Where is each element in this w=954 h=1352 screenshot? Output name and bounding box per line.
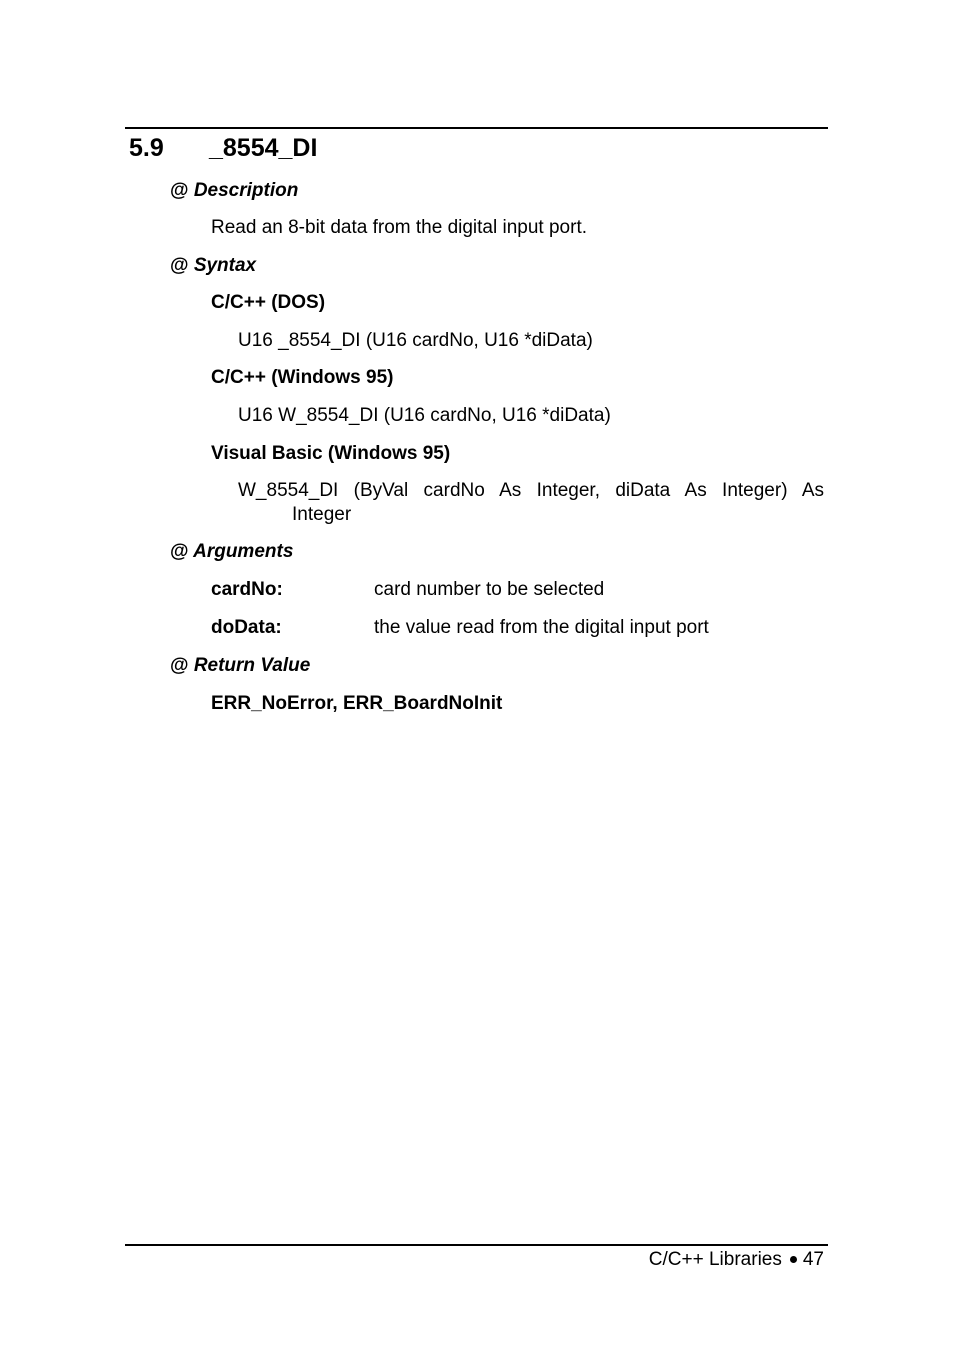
at-sign: @ xyxy=(170,255,189,276)
return-value-text: ERR_NoError, ERR_BoardNoInit xyxy=(211,693,503,714)
arguments-heading xyxy=(170,542,293,561)
at-sign: @ xyxy=(170,541,189,562)
bullet-icon xyxy=(790,1256,797,1263)
syntax-heading xyxy=(170,256,256,275)
at-sign: @ xyxy=(170,180,189,201)
footer-rule xyxy=(125,1244,828,1246)
syntax-vb-code-line2: Integer xyxy=(292,504,352,525)
description-label: Description xyxy=(193,180,299,201)
syntax-label: Syntax xyxy=(193,255,257,276)
argument-description: the value read from the digital input port xyxy=(374,617,709,638)
page-footer xyxy=(649,1250,824,1269)
argument-name: doData: xyxy=(211,617,282,638)
return-value-label: Return Value xyxy=(193,655,311,676)
at-sign: @ xyxy=(170,655,189,676)
arguments-label: Arguments xyxy=(193,541,294,562)
page-number: 47 xyxy=(802,1249,824,1270)
section-title: _8554_DI xyxy=(209,134,318,162)
syntax-win-code: U16 W_8554_DI (U16 cardNo, U16 *diData) xyxy=(238,405,611,426)
syntax-dos-code: U16 _8554_DI (U16 cardNo, U16 *diData) xyxy=(238,330,593,351)
section-number: 5.9 xyxy=(129,134,164,162)
syntax-dos-label: C/C++ (DOS) xyxy=(211,292,326,313)
syntax-vb-label: Visual Basic (Windows 95) xyxy=(211,443,451,464)
syntax-win-label: C/C++ (Windows 95) xyxy=(211,367,394,388)
description-text: Read an 8-bit data from the digital input port. xyxy=(211,217,588,238)
argument-name: cardNo: xyxy=(211,579,283,600)
top-rule xyxy=(125,127,828,129)
return-value-heading xyxy=(170,656,310,675)
description-heading xyxy=(170,181,298,200)
syntax-vb-code-line1: W_8554_DI (ByVal cardNo As Integer, diData As Integer) As xyxy=(238,480,824,501)
argument-description: card number to be selected xyxy=(374,579,605,600)
footer-chapter: C/C++ Libraries xyxy=(648,1249,782,1270)
